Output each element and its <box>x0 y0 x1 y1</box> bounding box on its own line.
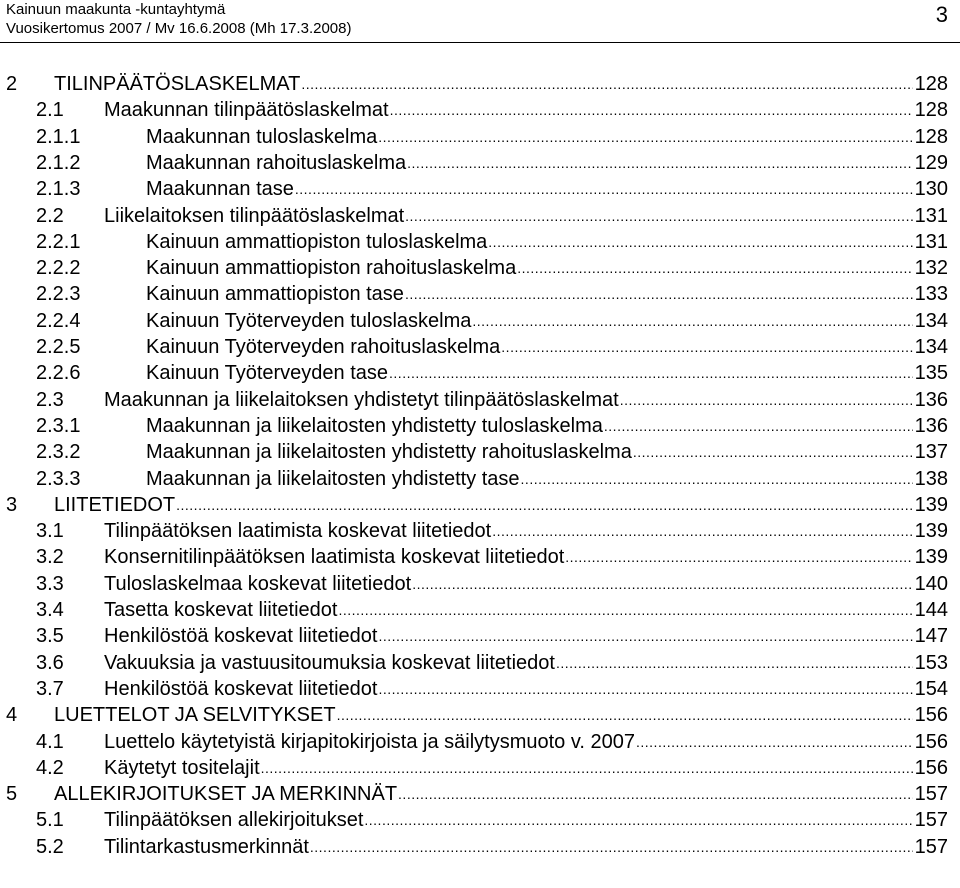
toc-entry-page: 134 <box>914 309 948 332</box>
toc-entry[interactable] <box>6 491 948 517</box>
toc-entry-number: 2.1.1 <box>36 125 81 148</box>
toc-entry-number: 5.1 <box>36 809 64 832</box>
toc-entry-number: 3.4 <box>36 599 64 621</box>
toc-entry-title: Käytetyt tositelajit <box>104 756 260 779</box>
dot-leader <box>633 440 913 464</box>
toc-entry[interactable] <box>36 149 948 175</box>
toc-entry[interactable] <box>36 465 948 491</box>
toc-entry-title: ALLEKIRJOITUKSET JA MERKINNÄT <box>54 783 398 806</box>
toc-entry[interactable] <box>6 780 948 806</box>
toc-entry-page: 134 <box>914 336 948 358</box>
toc-entry-number: 2.2.3 <box>36 283 81 306</box>
dot-leader <box>295 177 913 201</box>
toc-entry-title: Kainuun ammattiopiston tase <box>146 283 404 306</box>
dot-leader <box>390 98 913 122</box>
toc-entry[interactable] <box>6 70 948 96</box>
toc-entry-page: 128 <box>914 125 948 148</box>
toc-entry[interactable] <box>36 543 948 569</box>
running-header <box>6 0 351 38</box>
toc-entry-page: 156 <box>914 756 948 779</box>
toc-entry-page: 147 <box>914 625 948 648</box>
toc-entry-number: 4.2 <box>36 756 64 779</box>
toc-entry-page: 137 <box>914 441 948 464</box>
toc-entry-title: Tilinpäätöksen allekirjoitukset <box>104 809 364 832</box>
toc-entry-number: 4.1 <box>36 730 64 753</box>
toc-entry-page: 157 <box>914 835 948 858</box>
toc-entry-number: 3.7 <box>36 677 64 700</box>
dot-leader <box>620 388 913 412</box>
toc-entry-number: 4 <box>6 704 18 727</box>
toc-entry[interactable] <box>36 386 948 412</box>
toc-entry[interactable] <box>36 228 948 254</box>
dot-leader <box>488 230 912 254</box>
toc-entry-title: TILINPÄÄTÖSLASKELMAT <box>54 73 301 95</box>
dot-leader <box>501 335 912 359</box>
toc-entry-title: Kainuun Työterveyden tuloslaskelma <box>146 309 472 332</box>
dot-leader <box>405 282 913 306</box>
toc-entry-number: 2.2.6 <box>36 362 81 385</box>
toc-entry-title: Tilintarkastusmerkinnät <box>104 835 309 858</box>
toc-entry-page: 136 <box>914 388 948 411</box>
dot-leader <box>261 756 913 780</box>
dot-leader <box>604 414 913 438</box>
toc-entry-title: Kainuun Työterveyden rahoituslaskelma <box>146 336 501 358</box>
toc-entry-number: 5.2 <box>36 835 64 858</box>
toc-entry[interactable] <box>6 701 948 727</box>
toc-entry-number: 5 <box>6 783 18 806</box>
toc-entry-number: 2.1 <box>36 99 64 122</box>
toc-entry-number: 3.2 <box>36 546 64 569</box>
dot-leader <box>472 309 912 333</box>
toc-entry-title: Tuloslaskelmaa koskevat liitetiedot <box>104 572 412 595</box>
toc-entry[interactable] <box>36 175 948 201</box>
toc-entry-number: 3.1 <box>36 520 64 543</box>
toc-entry-page: 131 <box>914 230 948 253</box>
dot-leader <box>398 782 913 806</box>
dot-leader <box>556 651 913 675</box>
toc-entry[interactable] <box>36 333 948 359</box>
toc-entry-title: Kainuun ammattiopiston tuloslaskelma <box>146 230 488 253</box>
toc-entry[interactable] <box>36 96 948 122</box>
page-number: 3 <box>935 2 948 27</box>
toc-entry-title: Maakunnan tase <box>146 178 294 201</box>
dot-leader <box>364 808 912 832</box>
toc-entry-page: 139 <box>914 493 948 516</box>
dot-leader <box>301 72 912 96</box>
toc-entry-page: 153 <box>914 651 948 674</box>
toc-entry[interactable] <box>36 806 948 832</box>
dot-leader <box>378 624 912 648</box>
toc-entry-title: Maakunnan tuloslaskelma <box>146 125 378 148</box>
toc-entry-title: Maakunnan ja liikelaitoksen yhdistetyt tilinpäätöslaskelmat <box>104 388 619 411</box>
toc-entry-title: Maakunnan tilinpäätöslaskelmat <box>104 99 389 122</box>
toc-entry-page: 131 <box>914 204 948 227</box>
dot-leader <box>521 467 913 491</box>
toc-entry-page: 156 <box>914 704 948 727</box>
toc-entry-number: 3.3 <box>36 572 64 595</box>
toc-entry[interactable] <box>36 254 948 280</box>
toc-entry-number: 3.6 <box>36 651 64 674</box>
toc-entry[interactable] <box>36 517 948 543</box>
toc-entry-title: Kainuun Työterveyden tase <box>146 362 389 385</box>
toc-entry[interactable] <box>36 202 948 228</box>
dot-leader <box>492 519 912 543</box>
toc-entry[interactable] <box>36 754 948 780</box>
toc-entry[interactable] <box>36 438 948 464</box>
toc-entry-number: 2.3.3 <box>36 467 81 490</box>
toc-entry[interactable] <box>36 280 948 306</box>
header-report-info: Vuosikertomus 2007 / Mv 16.6.2008 (Mh 17.3.2008) <box>6 20 352 37</box>
toc-entry-page: 128 <box>914 99 948 122</box>
toc-entry-title: Tilinpäätöksen laatimista koskevat liitetiedot <box>104 520 492 543</box>
dot-leader <box>378 677 912 701</box>
toc-entry-title: Maakunnan rahoituslaskelma <box>146 151 407 174</box>
toc-entry-number: 2.1.2 <box>36 151 81 174</box>
toc-entry-number: 2.3 <box>36 388 64 411</box>
toc-entry-page: 140 <box>914 572 948 595</box>
toc-entry-page: 133 <box>914 283 948 306</box>
toc-entry-number: 2.2 <box>36 204 64 227</box>
dot-leader <box>407 151 912 175</box>
header-organization: Kainuun maakunta -kuntayhtymä <box>6 1 226 18</box>
toc-entry[interactable] <box>36 622 948 648</box>
dot-leader <box>636 730 913 754</box>
toc-entry-title: Henkilöstöä koskevat liitetiedot <box>104 677 378 700</box>
toc-entry[interactable] <box>36 833 948 859</box>
toc-entry-page: 128 <box>914 73 948 95</box>
toc-entry-page: 139 <box>914 520 948 543</box>
toc-entry-number: 3 <box>6 493 18 516</box>
toc-entry-title: LIITETIEDOT <box>54 493 176 516</box>
toc-entry-title: LUETTELOT JA SELVITYKSET <box>54 704 336 727</box>
toc-entry[interactable] <box>36 570 948 596</box>
toc-entry-number: 2.3.1 <box>36 414 81 437</box>
toc-entry-page: 136 <box>914 414 948 437</box>
dot-leader <box>338 598 912 622</box>
toc-entry[interactable] <box>36 307 948 333</box>
toc-entry-page: 130 <box>914 178 948 201</box>
toc-entry-number: 2.1.3 <box>36 178 81 201</box>
toc-entry-page: 129 <box>914 151 948 174</box>
toc-entry-page: 135 <box>914 362 948 385</box>
toc-entry-title: Tasetta koskevat liitetiedot <box>104 599 338 621</box>
toc-entry-page: 132 <box>914 257 948 280</box>
toc-entry-number: 2.2.4 <box>36 309 81 332</box>
dot-leader <box>405 204 912 228</box>
dot-leader <box>565 545 912 569</box>
toc-entry[interactable] <box>36 649 948 675</box>
header-rule <box>0 42 960 43</box>
dot-leader <box>389 361 913 385</box>
toc-entry-number: 2.2.2 <box>36 257 81 280</box>
toc-entry[interactable] <box>36 123 948 149</box>
toc-entry-number: 2.2.1 <box>36 230 81 253</box>
toc-entry-title: Luettelo käytetyistä kirjapitokirjoista ja säilytysmuoto v. 2007 <box>104 730 635 753</box>
toc-entry[interactable] <box>36 412 948 438</box>
dot-leader <box>412 572 912 596</box>
toc-entry-page: 154 <box>914 677 948 700</box>
toc-entry-page: 144 <box>914 599 948 621</box>
toc-entry[interactable] <box>36 359 948 385</box>
dot-leader <box>176 493 913 517</box>
dot-leader <box>337 703 913 727</box>
toc-entry-page: 157 <box>914 809 948 832</box>
toc-entry-title: Vakuuksia ja vastuusitoumuksia koskevat liitetiedot <box>104 651 555 674</box>
toc-entry-title: Maakunnan ja liikelaitosten yhdistetty tase <box>146 467 520 490</box>
toc-entry-page: 156 <box>914 730 948 753</box>
dot-leader <box>310 835 913 859</box>
toc-entry-title: Liikelaitoksen tilinpäätöslaskelmat <box>104 204 405 227</box>
toc-entry-number: 3.5 <box>36 625 64 648</box>
toc-entry-number: 2.2.5 <box>36 336 81 358</box>
toc-entry-page: 139 <box>914 546 948 569</box>
toc-entry-title: Maakunnan ja liikelaitosten yhdistetty tuloslaskelma <box>146 414 603 437</box>
toc-entry-title: Kainuun ammattiopiston rahoituslaskelma <box>146 257 517 280</box>
dot-leader <box>378 125 912 149</box>
toc-entry-title: Henkilöstöä koskevat liitetiedot <box>104 625 378 648</box>
toc-entry-number: 2.3.2 <box>36 441 81 464</box>
toc-entry-page: 138 <box>914 467 948 490</box>
toc-entry-title: Konsernitilinpäätöksen laatimista koskevat liitetiedot <box>104 546 565 569</box>
toc-entry-number: 2 <box>6 73 18 95</box>
toc-entry-title: Maakunnan ja liikelaitosten yhdistetty rahoituslaskelma <box>146 441 632 464</box>
toc-entry[interactable] <box>36 728 948 754</box>
toc-entry[interactable] <box>36 675 948 701</box>
dot-leader <box>517 256 912 280</box>
toc-entry[interactable] <box>36 596 948 622</box>
toc-entry-page: 157 <box>914 783 948 806</box>
